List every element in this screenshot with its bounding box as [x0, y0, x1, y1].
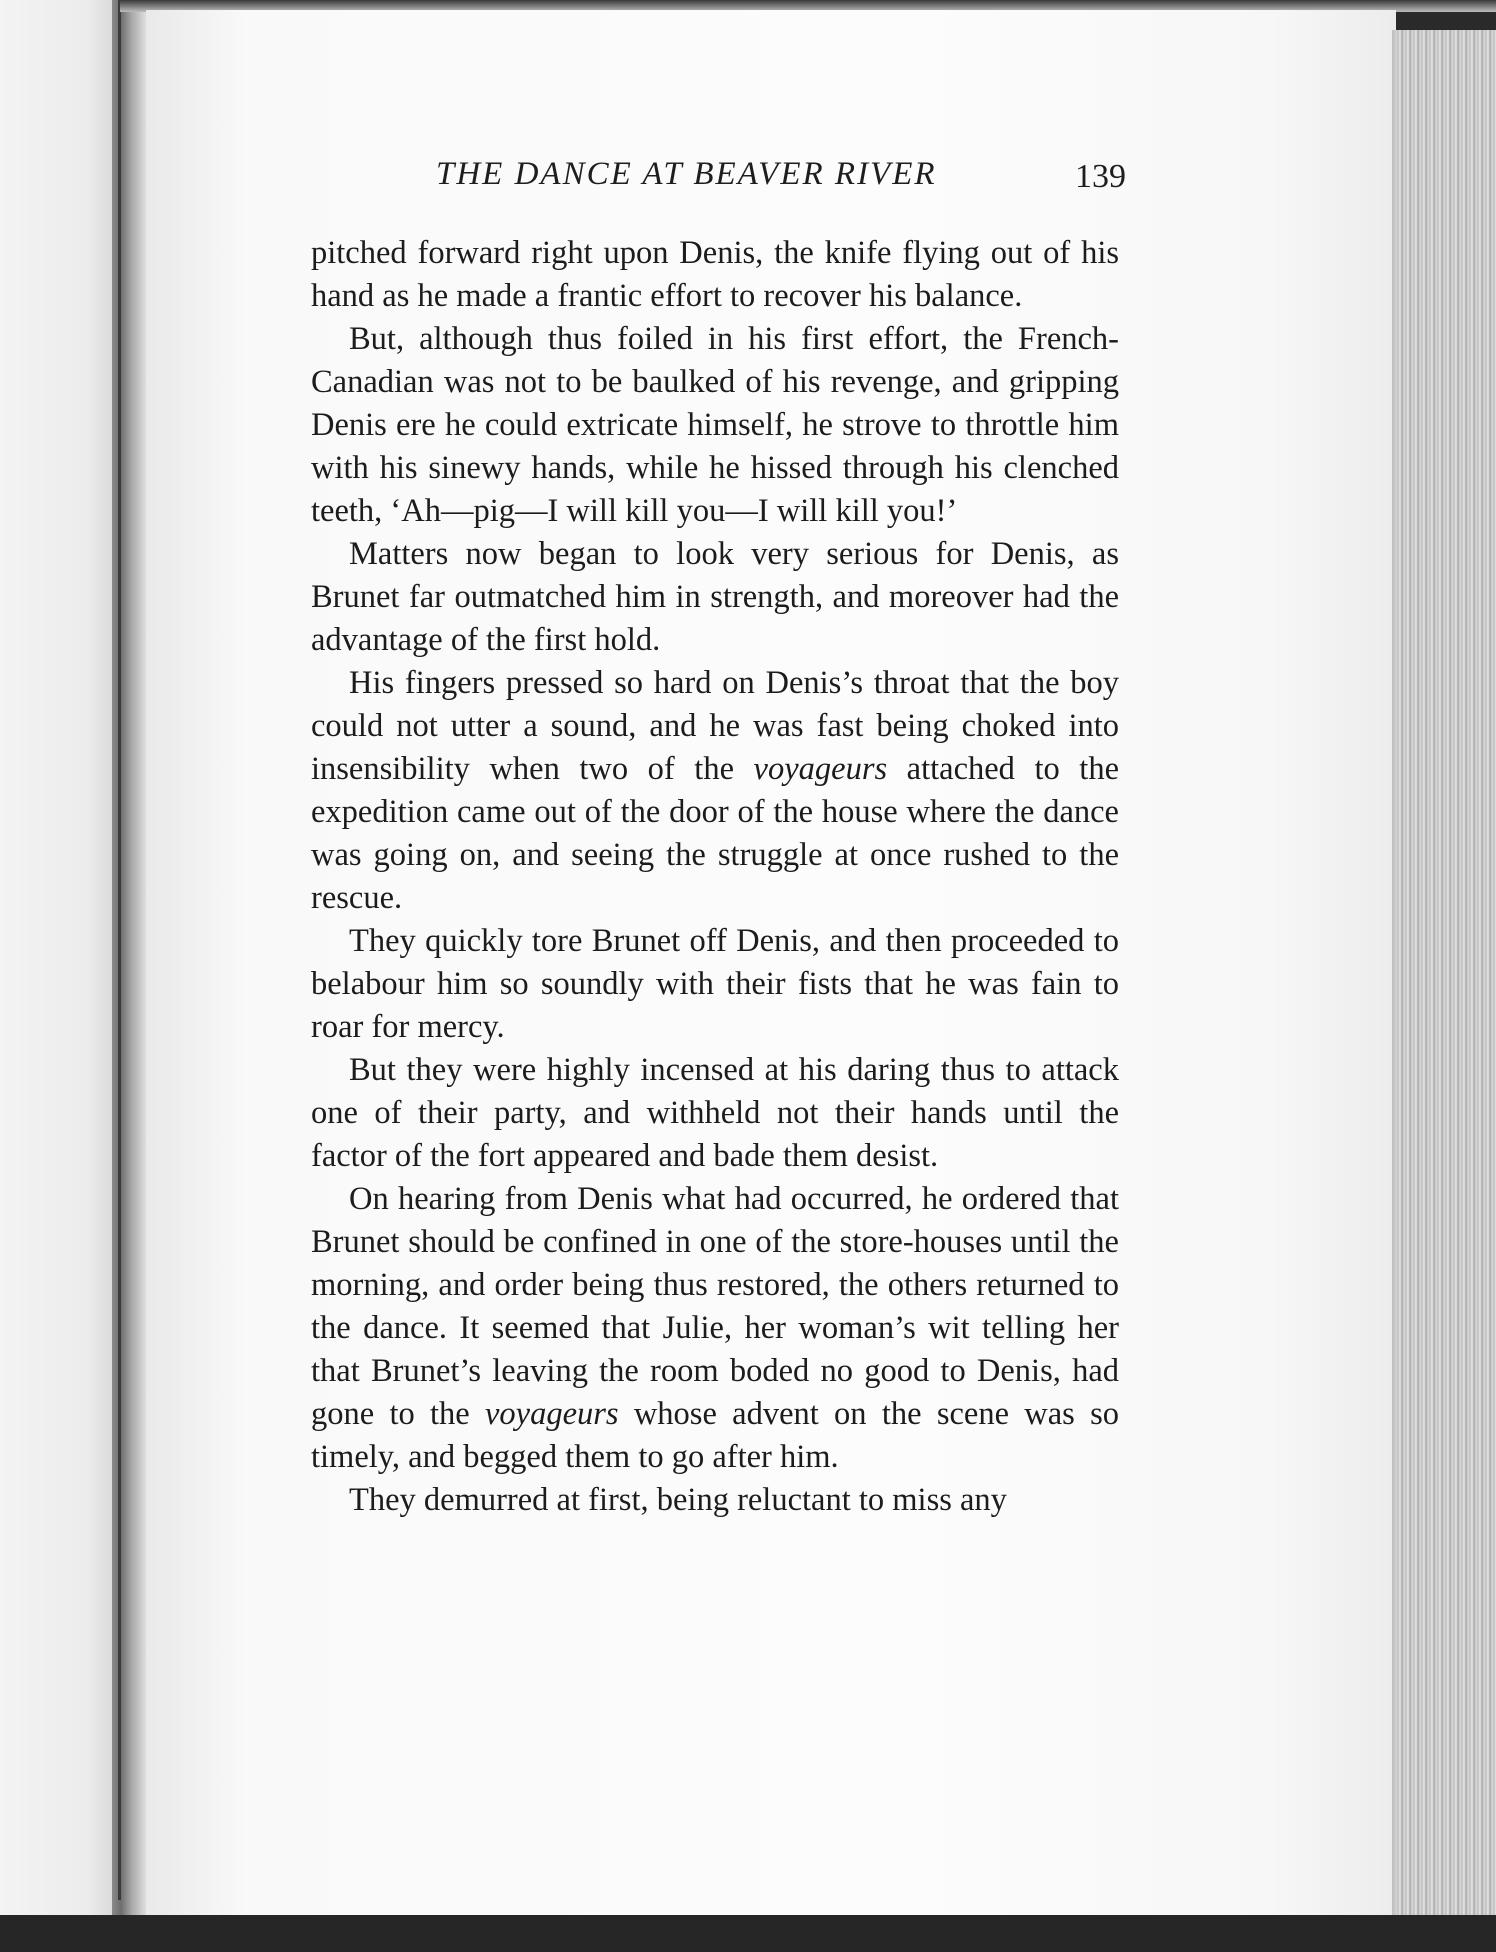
running-head-title: THE DANCE AT BEAVER RIVER — [436, 156, 937, 192]
paragraph-text: But they were highly incensed at his daring thus to attack one of their party, and withheld not their hands until the factor of the fort appeared and bade them desist. — [311, 1052, 1119, 1174]
paragraph-1 — [311, 232, 1119, 318]
paragraph-4 — [311, 662, 1119, 920]
page-block-edges — [1396, 30, 1496, 1920]
paragraph-text: His fingers pressed so hard on Denis’s throat that the boy could not utter a sound, and he was fast being choked into insensibility when two of the — [311, 665, 1119, 787]
paragraph-text: Matters now began to look very serious for Denis, as Brunet far outmatched him in strength, and moreover had the advantage of the first hold. — [311, 536, 1119, 658]
running-head — [436, 156, 1126, 193]
paragraph-6 — [311, 1049, 1119, 1178]
paragraph-text: But, although thus foiled in his first effort, the French-Canadian was not to be baulked of his revenge, and gripping Denis ere he could extricate himself, he strove to throttle him with his sinewy hands, while he hissed through his clenched teeth, ‘Ah—pig—I will kill you—I will kill you!’ — [311, 321, 1119, 529]
body-text — [311, 232, 1119, 1522]
paragraph-7 — [311, 1178, 1119, 1479]
paragraph-2 — [311, 318, 1119, 533]
page-number: 139 — [1075, 158, 1126, 195]
bottom-shadow — [0, 1915, 1496, 1952]
paragraph-3 — [311, 533, 1119, 662]
left-page-edge — [0, 0, 124, 1915]
paragraph-text: whose advent on the scene was so timely, and begged them to go after him. — [311, 1396, 1119, 1475]
gutter-fold-line — [118, 0, 121, 1900]
italic-term: voyageurs — [484, 1396, 619, 1432]
paragraph-text: They quickly tore Brunet off Denis, and then proceeded to belabour him so soundly with their fists that he was fain to roar for mercy. — [311, 923, 1119, 1045]
paragraph-text: pitched forward right upon Denis, the knife flying out of his hand as he made a frantic effort to recover his balance. — [311, 235, 1119, 314]
paragraph-text: On hearing from Denis what had occurred, he ordered that Brunet should be confined in one of the store-houses until the morning, and order being thus restored, the others returned to the dance. It seemed that Julie, her woman’s wit telling her that Brunet’s leaving the room boded no good to Denis, had gone to the — [311, 1181, 1119, 1432]
italic-term: voyageurs — [753, 751, 888, 787]
paragraph-5 — [311, 920, 1119, 1049]
paragraph-8 — [311, 1479, 1119, 1522]
paragraph-text: attached to the expedition came out of the door of the house where the dance was going on, and seeing the struggle at once rushed to the rescue. — [311, 751, 1119, 916]
paragraph-text: They demurred at first, being reluctant to miss any — [349, 1482, 1007, 1518]
